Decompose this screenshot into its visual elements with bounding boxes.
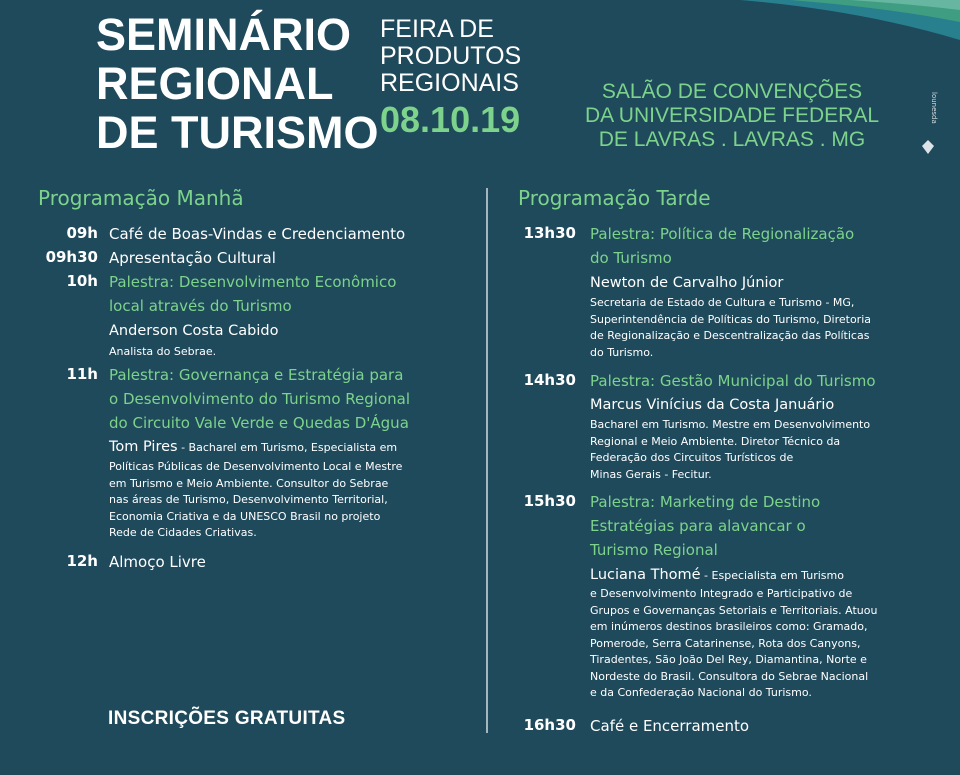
speaker-description: - Especialista em Turismo [700,569,844,582]
item-title: do Circuito Vale Verde e Quedas D'Água [109,414,409,432]
title-line: SEMINÁRIO [96,9,352,60]
venue-line: SALÃO DE CONVENÇÕES [601,80,863,103]
speaker-description: e Desenvolvimento Integrado e Participativo de [590,587,853,600]
item-title: Turismo Regional [590,541,718,559]
svg-text:lounesda: lounesda [930,92,938,124]
time-label: 14h30 [523,371,576,389]
speaker-description: do Turismo. [590,345,654,359]
item-title: Palestra: Governança e Estratégia para [109,366,404,384]
item-title: Palestra: Marketing de Destino [590,493,821,511]
time-label: 11h [66,365,98,383]
speaker-description: e da Confederação Nacional do Turismo. [590,686,812,699]
speaker-description: Políticas Públicas de Desenvolvimento Local e Mestre [109,460,403,473]
speaker-name: Tom Pires [109,439,178,455]
brand-logo-icon [918,90,940,160]
item-title: Estratégias para alavancar o [590,517,806,535]
item-title: Palestra: Desenvolvimento Econômico [109,273,397,291]
speaker-line [590,565,844,586]
time-label: 09h30 [45,248,98,266]
item-title: o Desenvolvimento do Turismo Regional [109,390,410,408]
event-title [96,10,379,157]
speaker-line [109,437,397,458]
title-line: DE TURISMO [96,107,379,158]
morning-section-title: Programação Manhã [38,186,244,210]
speaker-description: Bacharel em Turismo. Mestre em Desenvolvimento [590,418,871,431]
speaker-description: Pomerode, Serra Catarinense, Rota dos Canyons, [590,636,861,650]
time-label: 15h30 [523,492,576,510]
speaker-name: Anderson Costa Cabido [109,323,279,339]
speaker-description: de Regionalização e Descentralização das Políticas [590,329,870,342]
speaker-description: Analista do Sebrae. [109,345,217,358]
speaker-description: nas áreas de Turismo, Desenvolvimento Territorial, [109,493,388,506]
speaker-description: Superintendência de Políticas do Turismo, Diretoria [590,312,871,326]
item-title: Café e Encerramento [590,717,750,735]
speaker-name: Newton de Carvalho Júnior [590,275,784,291]
item-title: Palestra: Política de Regionalização [590,225,855,243]
item-title: local através do Turismo [109,297,292,315]
speaker-description: Grupos e Governanças Setoriais e Territoriais. Atuou [590,603,878,617]
item-title: Almoço Livre [109,553,206,571]
speaker-description: Tiradentes, São João Del Rey, Diamantina, Norte e [590,653,867,666]
fair-line: REGIONAIS [380,69,519,97]
time-label: 10h [66,272,98,290]
speaker-name: Luciana Thomé [590,567,701,583]
item-title: do Turismo [590,249,672,267]
venue-info [572,80,892,152]
fair-line: FEIRA DE [380,15,494,43]
speaker-description: Regional e Meio Ambiente. Diretor Técnico da [590,434,841,448]
time-label: 09h [66,224,98,242]
speaker-description: Nordeste do Brasil. Consultora do Sebrae Nacional [590,669,869,683]
column-divider [486,188,488,733]
time-label: 13h30 [523,224,576,242]
speaker-description: - Bacharel em Turismo, Especialista em [177,441,398,454]
event-date: 08.10.19 [380,99,521,140]
title-line: REGIONAL [96,58,334,109]
decorative-swoosh [700,0,960,90]
venue-line: DA UNIVERSIDADE FEDERAL [584,104,880,127]
speaker-description: Secretaria de Estado de Cultura e Turismo - MG, [590,296,855,309]
speaker-description: em inúmeros destinos brasileiros como: Gramado, [590,620,868,633]
fair-line: PRODUTOS [380,42,522,70]
item-title: Palestra: Gestão Municipal do Turismo [590,372,876,390]
item-title: Apresentação Cultural [109,249,276,267]
speaker-name: Marcus Vinícius da Costa Januário [590,397,835,413]
item-title: Café de Boas-Vindas e Credenciamento [109,225,406,243]
fair-info [380,16,521,141]
free-registration-label: INSCRIÇÕES GRATUITAS [108,708,346,729]
time-label: 12h [66,552,98,570]
speaker-description: Rede de Cidades Criativas. [109,526,257,539]
speaker-description: Federação dos Circuitos Turísticos de [590,451,794,464]
speaker-description: Minas Gerais - Fecitur. [590,467,712,481]
speaker-description: em Turismo e Meio Ambiente. Consultor do Sebrae [109,476,389,490]
time-label: 16h30 [523,716,576,734]
speaker-description: Economia Criativa e da UNESCO Brasil no projeto [109,509,381,523]
afternoon-section-title: Programação Tarde [518,186,711,210]
venue-line: DE LAVRAS . LAVRAS . MG [598,128,866,151]
